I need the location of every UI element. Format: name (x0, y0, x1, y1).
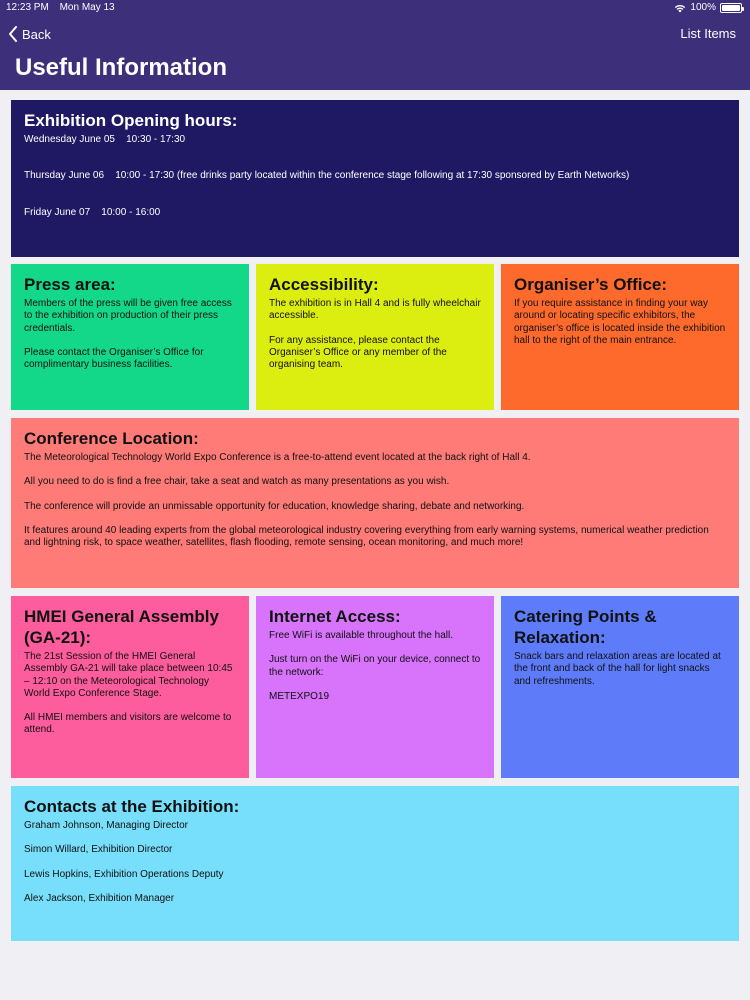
status-time: 12:23 PM (6, 2, 49, 13)
conference-location-text: All you need to do is find a free chair, take a seat and watch as many presentations as you wish. (24, 476, 450, 488)
internet-access-title: Internet Access: (269, 607, 401, 626)
opening-day: Thursday June 06 (24, 170, 105, 181)
chevron-left-icon (8, 26, 18, 42)
list-items-button[interactable]: List Items (680, 26, 736, 41)
opening-row (24, 134, 726, 146)
press-area-card (11, 264, 249, 410)
nav-header (0, 0, 750, 90)
accessibility-title: Accessibility: (269, 275, 379, 294)
hmei-assembly-text: The 21st Session of the HMEI General Assembly GA-21 will take place between 10:45 – 12:10 on the Meteorological Technology World Expo Conference Stage. (24, 651, 233, 699)
accessibility-text: For any assistance, please contact the Organiser’s Office or any member of the organising team. (269, 334, 447, 371)
opening-day: Friday June 07 (24, 207, 91, 218)
opening-hours-card (11, 100, 739, 257)
contacts-title: Contacts at the Exhibition: (24, 797, 240, 816)
page-title: Useful Information (15, 54, 228, 81)
opening-hours: 10:00 - 16:00 (101, 207, 161, 218)
catering-card (501, 596, 739, 778)
conference-location-title: Conference Location: (24, 429, 199, 448)
battery-percent: 100% (690, 2, 716, 13)
catering-text: Snack bars and relaxation areas are located at the front and back of the hall for light snacks and refreshments. (514, 651, 721, 687)
opening-row (24, 170, 726, 182)
accessibility-text: The exhibition is in Hall 4 and is fully wheelchair accessible. (269, 298, 481, 322)
status-right (674, 0, 742, 16)
catering-title: Catering Points & Relaxation: (514, 607, 657, 647)
conference-location-text: The conference will provide an unmissable opportunity for education, knowledge sharing, debate and networking. (24, 500, 525, 512)
opening-row (24, 207, 726, 219)
internet-access-text: Free WiFi is available throughout the hall. (269, 630, 453, 641)
press-area-title: Press area: (24, 275, 116, 294)
conference-location-text: The Meteorological Technology World Expo Conference is a free-to-attend event located at the back right of Hall 4. (24, 452, 531, 463)
press-area-text: Members of the press will be given free access to the exhibition on production of their press credentials. (24, 298, 232, 334)
contact-item: Graham Johnson, Managing Director (24, 820, 188, 831)
internet-access-text: Just turn on the WiFi on your device, connect to the network: (269, 654, 481, 678)
organisers-office-title: Organiser’s Office: (514, 275, 668, 294)
wifi-icon (674, 4, 686, 13)
battery-icon (720, 3, 742, 13)
contact-item: Alex Jackson, Exhibition Manager (24, 892, 175, 904)
opening-hours: 10:00 - 17:30 (free drinks party located within the conference stage following at 17:30 sponsored by Earth Networks) (115, 170, 630, 181)
opening-day: Wednesday June 05 (24, 134, 115, 145)
contact-item: Simon Willard, Exhibition Director (24, 844, 173, 856)
press-area-text: Please contact the Organiser’s Office for complimentary business facilities. (24, 346, 204, 371)
network-name: METEXPO19 (269, 690, 330, 702)
back-button[interactable] (8, 24, 51, 44)
opening-hours-title: Exhibition Opening hours: (24, 111, 238, 130)
accessibility-card (256, 264, 494, 410)
conference-location-card (11, 418, 739, 588)
status-left (6, 0, 123, 16)
organisers-office-text: If you require assistance in finding your way around or locating specific exhibitors, the organiser’s office is located inside the exhibition hall to the right of the main entrance. (514, 298, 726, 346)
internet-access-card (256, 596, 494, 778)
contacts-card (11, 786, 739, 941)
opening-hours: 10:30 - 17:30 (126, 134, 186, 145)
organisers-office-card (501, 264, 739, 410)
status-date: Mon May 13 (59, 2, 115, 13)
back-label: Back (22, 26, 51, 42)
battery-fill (722, 5, 740, 11)
contact-item: Lewis Hopkins, Exhibition Operations Deputy (24, 868, 224, 880)
status-bar (0, 0, 750, 16)
hmei-assembly-card (11, 596, 249, 778)
hmei-assembly-title: HMEI General Assembly (GA-21): (24, 607, 219, 647)
conference-location-text: It features around 40 leading experts from the global meteorological industry covering everything from early warning systems, numerical weather prediction and lightning risk, to space weather, satellites, flash flooding, remote sensing, ocean monitoring, and much more! (24, 524, 709, 549)
hmei-assembly-text: All HMEI members and visitors are welcome to attend. (24, 712, 232, 736)
